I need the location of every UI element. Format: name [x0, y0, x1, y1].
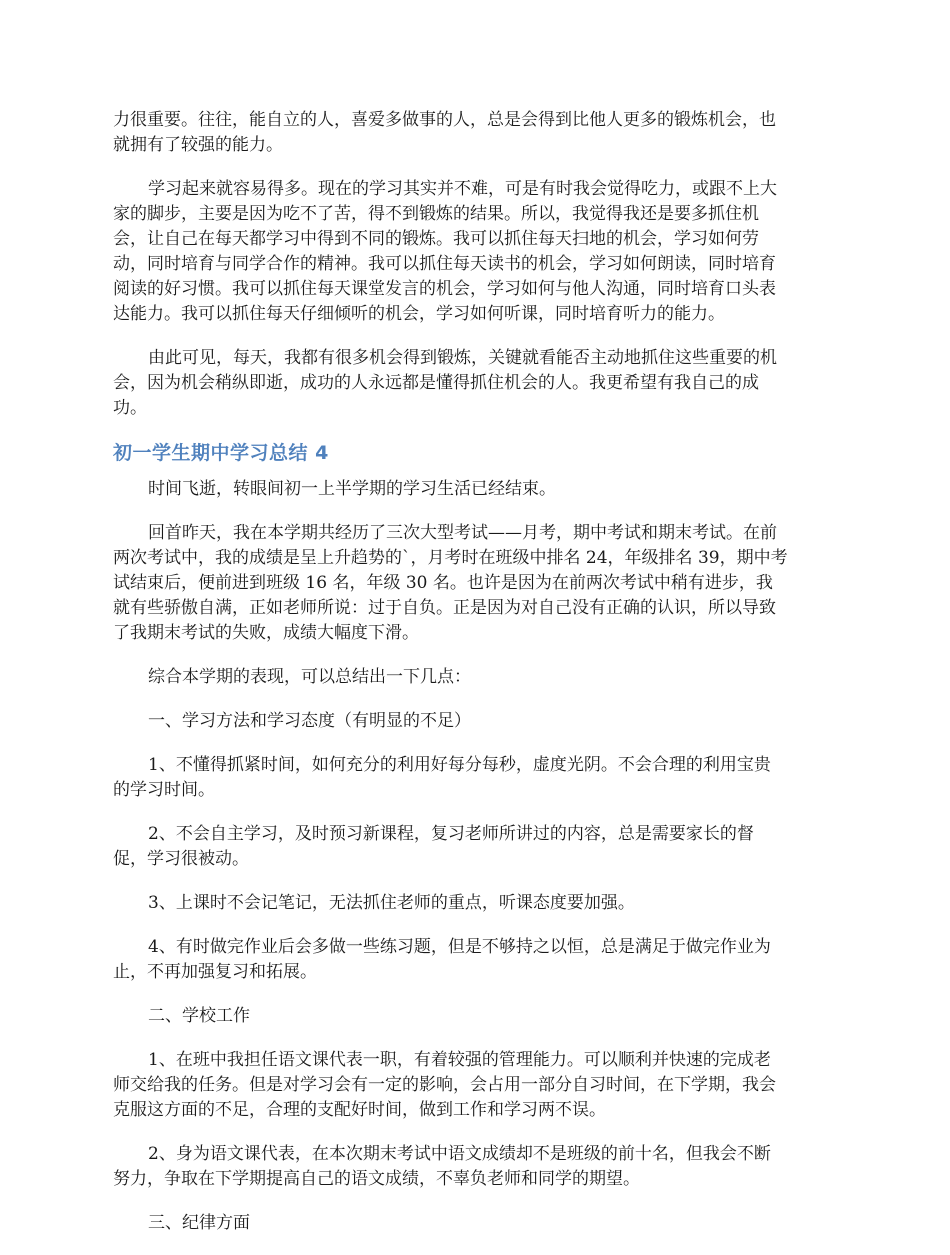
paragraph-line: 动，同时培育与同学合作的精神。我可以抓住每天读书的机会，学习如何朗读，同时培育 [113, 254, 776, 274]
paragraph [113, 521, 843, 646]
document-page [113, 108, 843, 1255]
paragraph-line: 学习起来就容易得多。现在的学习其实并不难，可是有时我会觉得吃力，或跟不上大 [148, 179, 777, 199]
paragraph [113, 177, 843, 327]
paragraph-line: 试结束后，便前进到班级 16 名，年级 30 名。也许是因为在前两次考试中稍有进步，我 [113, 573, 773, 593]
paragraph-line: 4、有时做完作业后会多做一些练习题，但是不够持之以恒，总是满足于做完作业为 [148, 937, 771, 957]
paragraph [113, 1142, 843, 1192]
paragraph-line: 会，让自己在每天都学习中得到不同的锻炼。我可以抓住每天扫地的机会，学习如何劳 [113, 229, 759, 249]
paragraph-line: 2、身为语文课代表，在本次期末考试中语文成绩却不是班级的前十名，但我会不断 [148, 1144, 771, 1164]
paragraph [113, 1048, 843, 1123]
paragraph-line: 会，因为机会稍纵即逝，成功的人永远都是懂得抓住机会的人。我更希望有我自己的成 [113, 373, 759, 393]
paragraph-line: 回首昨天，我在本学期共经历了三次大型考试——月考，期中考试和期末考试。在前 [148, 523, 777, 543]
paragraph-line: 2、不会自主学习，及时预习新课程，复习老师所讲过的内容，总是需要家长的督 [148, 824, 754, 844]
paragraph-line: 努力，争取在下学期提高自己的语文成绩，不辜负老师和同学的期望。 [113, 1169, 640, 1189]
paragraph [113, 709, 843, 734]
section-heading: 初一学生期中学习总结 4 [113, 442, 329, 464]
paragraph-line: 了我期末考试的失败，成绩大幅度下滑。 [113, 623, 419, 643]
paragraph-line: 二、学校工作 [148, 1006, 250, 1026]
paragraph-line: 的学习时间。 [113, 780, 215, 800]
paragraph-line: 1、不懂得抓紧时间，如何充分的利用好每分每秒，虚度光阴。不会合理的利用宝贵 [148, 755, 771, 775]
paragraph-line: 就有些骄傲自满，正如老师所说：过于自负。正是因为对自己没有正确的认识，所以导致 [113, 598, 776, 618]
paragraph-line: 促，学习很被动。 [113, 849, 249, 869]
paragraph-line: 两次考试中，我的成绩是呈上升趋势的`，月考时在班级中排名 24，年级排名 39，期中考 [113, 548, 788, 568]
paragraph-line: 就拥有了较强的能力。 [113, 135, 283, 155]
paragraph-line: 阅读的好习惯。我可以抓住每天课堂发言的机会，学习如何与他人沟通，同时培育口头表 [113, 279, 776, 299]
paragraph-line: 功。 [113, 398, 147, 418]
paragraph [113, 753, 843, 803]
paragraph-line: 止，不再加强复习和拓展。 [113, 962, 317, 982]
paragraph [113, 346, 843, 421]
paragraph-line: 师交给我的任务。但是对学习会有一定的影响，会占用一部分自习时间，在下学期，我会 [113, 1075, 776, 1095]
paragraph [113, 477, 843, 502]
paragraph-line: 家的脚步，主要是因为吃不了苦，得不到锻炼的结果。所以，我觉得我还是要多抓住机 [113, 204, 759, 224]
paragraph [113, 1004, 843, 1029]
paragraph-line: 达能力。我可以抓住每天仔细倾听的机会，学习如何听课，同时培育听力的能力。 [113, 304, 725, 324]
paragraph-line: 一、学习方法和学习态度（有明显的不足） [148, 711, 471, 731]
paragraph [113, 935, 843, 985]
paragraph-line: 时间飞逝，转眼间初一上半学期的学习生活已经结束。 [148, 479, 556, 499]
paragraph [113, 1211, 843, 1236]
paragraph-line: 力很重要。往往，能自立的人，喜爱多做事的人，总是会得到比他人更多的锻炼机会，也 [113, 110, 776, 130]
paragraph [113, 108, 843, 158]
paragraph-line: 1、在班中我担任语文课代表一职，有着较强的管理能力。可以顺利并快速的完成老 [148, 1050, 771, 1070]
paragraph-line: 由此可见，每天，我都有很多机会得到锻炼，关键就看能否主动地抓住这些重要的机 [148, 348, 777, 368]
paragraph-line: 3、上课时不会记笔记，无法抓住老师的重点，听课态度要加强。 [148, 893, 635, 913]
paragraph-line: 克服这方面的不足，合理的支配好时间，做到工作和学习两不误。 [113, 1100, 606, 1120]
paragraph-line: 综合本学期的表现，可以总结出一下几点： [148, 667, 471, 687]
paragraph [113, 891, 843, 916]
paragraph [113, 665, 843, 690]
paragraph-line: 三、纪律方面 [148, 1213, 250, 1233]
paragraph [113, 822, 843, 872]
